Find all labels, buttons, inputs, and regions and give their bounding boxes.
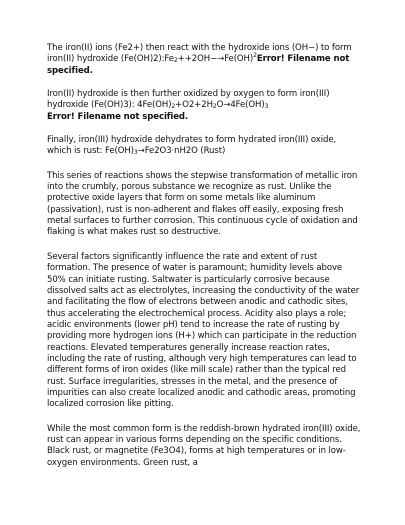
subscript: 2 <box>212 103 217 111</box>
paragraph-rust-forms: While the most common form is the reddish-brown hydrated iron(III) oxide, rust can appear in various forms depending on the specific conditions. Black rust, or magnetite (Fe3O4), forms at high temperatures or in low-oxygen environments. Green rust, a <box>47 423 361 468</box>
paragraph-rust-factors: Several factors significantly influence the rate and extent of rust formation. The presence of water is paramount; humidity levels above 50% can initiate rusting. Saltwater is particularly corrosive because dissolved salts act as electrolytes, increasing the conductivity of the water and facilitating the flow of electrons between anodic and cathodic sites, thus accelerating the electrochemical process. Acidity also plays a role; acidic environments (lower pH) tend to increase the rate of rusting by providing more hydrogen ions (H+) which can participate in the reduction reactions. Elevated temperatures generally increase reaction rates, including the rate of rusting, although very high temperatures can lead to different forms of iron oxides (like mill scale) rather than the typical red rust. Surface irregularities, stresses in the metal, and the presence of impurities can also create localized anodic and cathodic areas, promoting localized corrosion like pitting. <box>47 251 360 410</box>
paragraph-text: →Fe2O3⋅nH2O (Rust) <box>137 146 226 157</box>
subscript: 2 <box>171 103 176 111</box>
paragraph-text: O→4Fe(OH) <box>216 100 265 111</box>
paragraph-text: Iron(II) hydroxide is then further oxidized by oxygen to form iron(III) hydroxide (Fe(OH)3): 4Fe(OH) <box>47 89 330 111</box>
paragraph-text: The iron(II) ions (Fe2+) then react with the hydroxide ions (OH−) to form iron(II) hydroxide (Fe(OH)2):Fe <box>47 43 352 65</box>
paragraph-text: ++2OH−→Fe(OH) <box>177 54 254 65</box>
subscript: 3 <box>133 149 138 157</box>
paragraph-reaction-summary: This series of reactions shows the stepwise transformation of metallic iron into the crumbly, porous substance we recognize as rust. Unlike the protective oxide layers that form on some metals like aluminum (passivation), rust is non-adherent and flakes off easily, exposing fresh metal surfaces to further corrosion. This continuous cycle of oxidation and flaking is what makes rust so destructive. <box>47 170 358 238</box>
subscript: 2 <box>173 57 178 65</box>
paragraph-iron-ii-hydroxide <box>47 43 361 77</box>
paragraph-text: +O2+2H <box>175 100 213 111</box>
error-message: Error! Filename not specified. <box>47 54 350 76</box>
paragraph-rust-formation <box>47 135 361 158</box>
error-message: Error! Filename not specified. <box>47 111 189 122</box>
subscript: 3 <box>264 103 269 111</box>
paragraph-iron-iii-hydroxide <box>47 89 361 123</box>
superscript: 2 <box>253 52 257 60</box>
paragraph-text: Finally, iron(III) hydroxide dehydrates to form hydrated iron(III) oxide, which is rust: Fe(OH) <box>47 135 337 157</box>
